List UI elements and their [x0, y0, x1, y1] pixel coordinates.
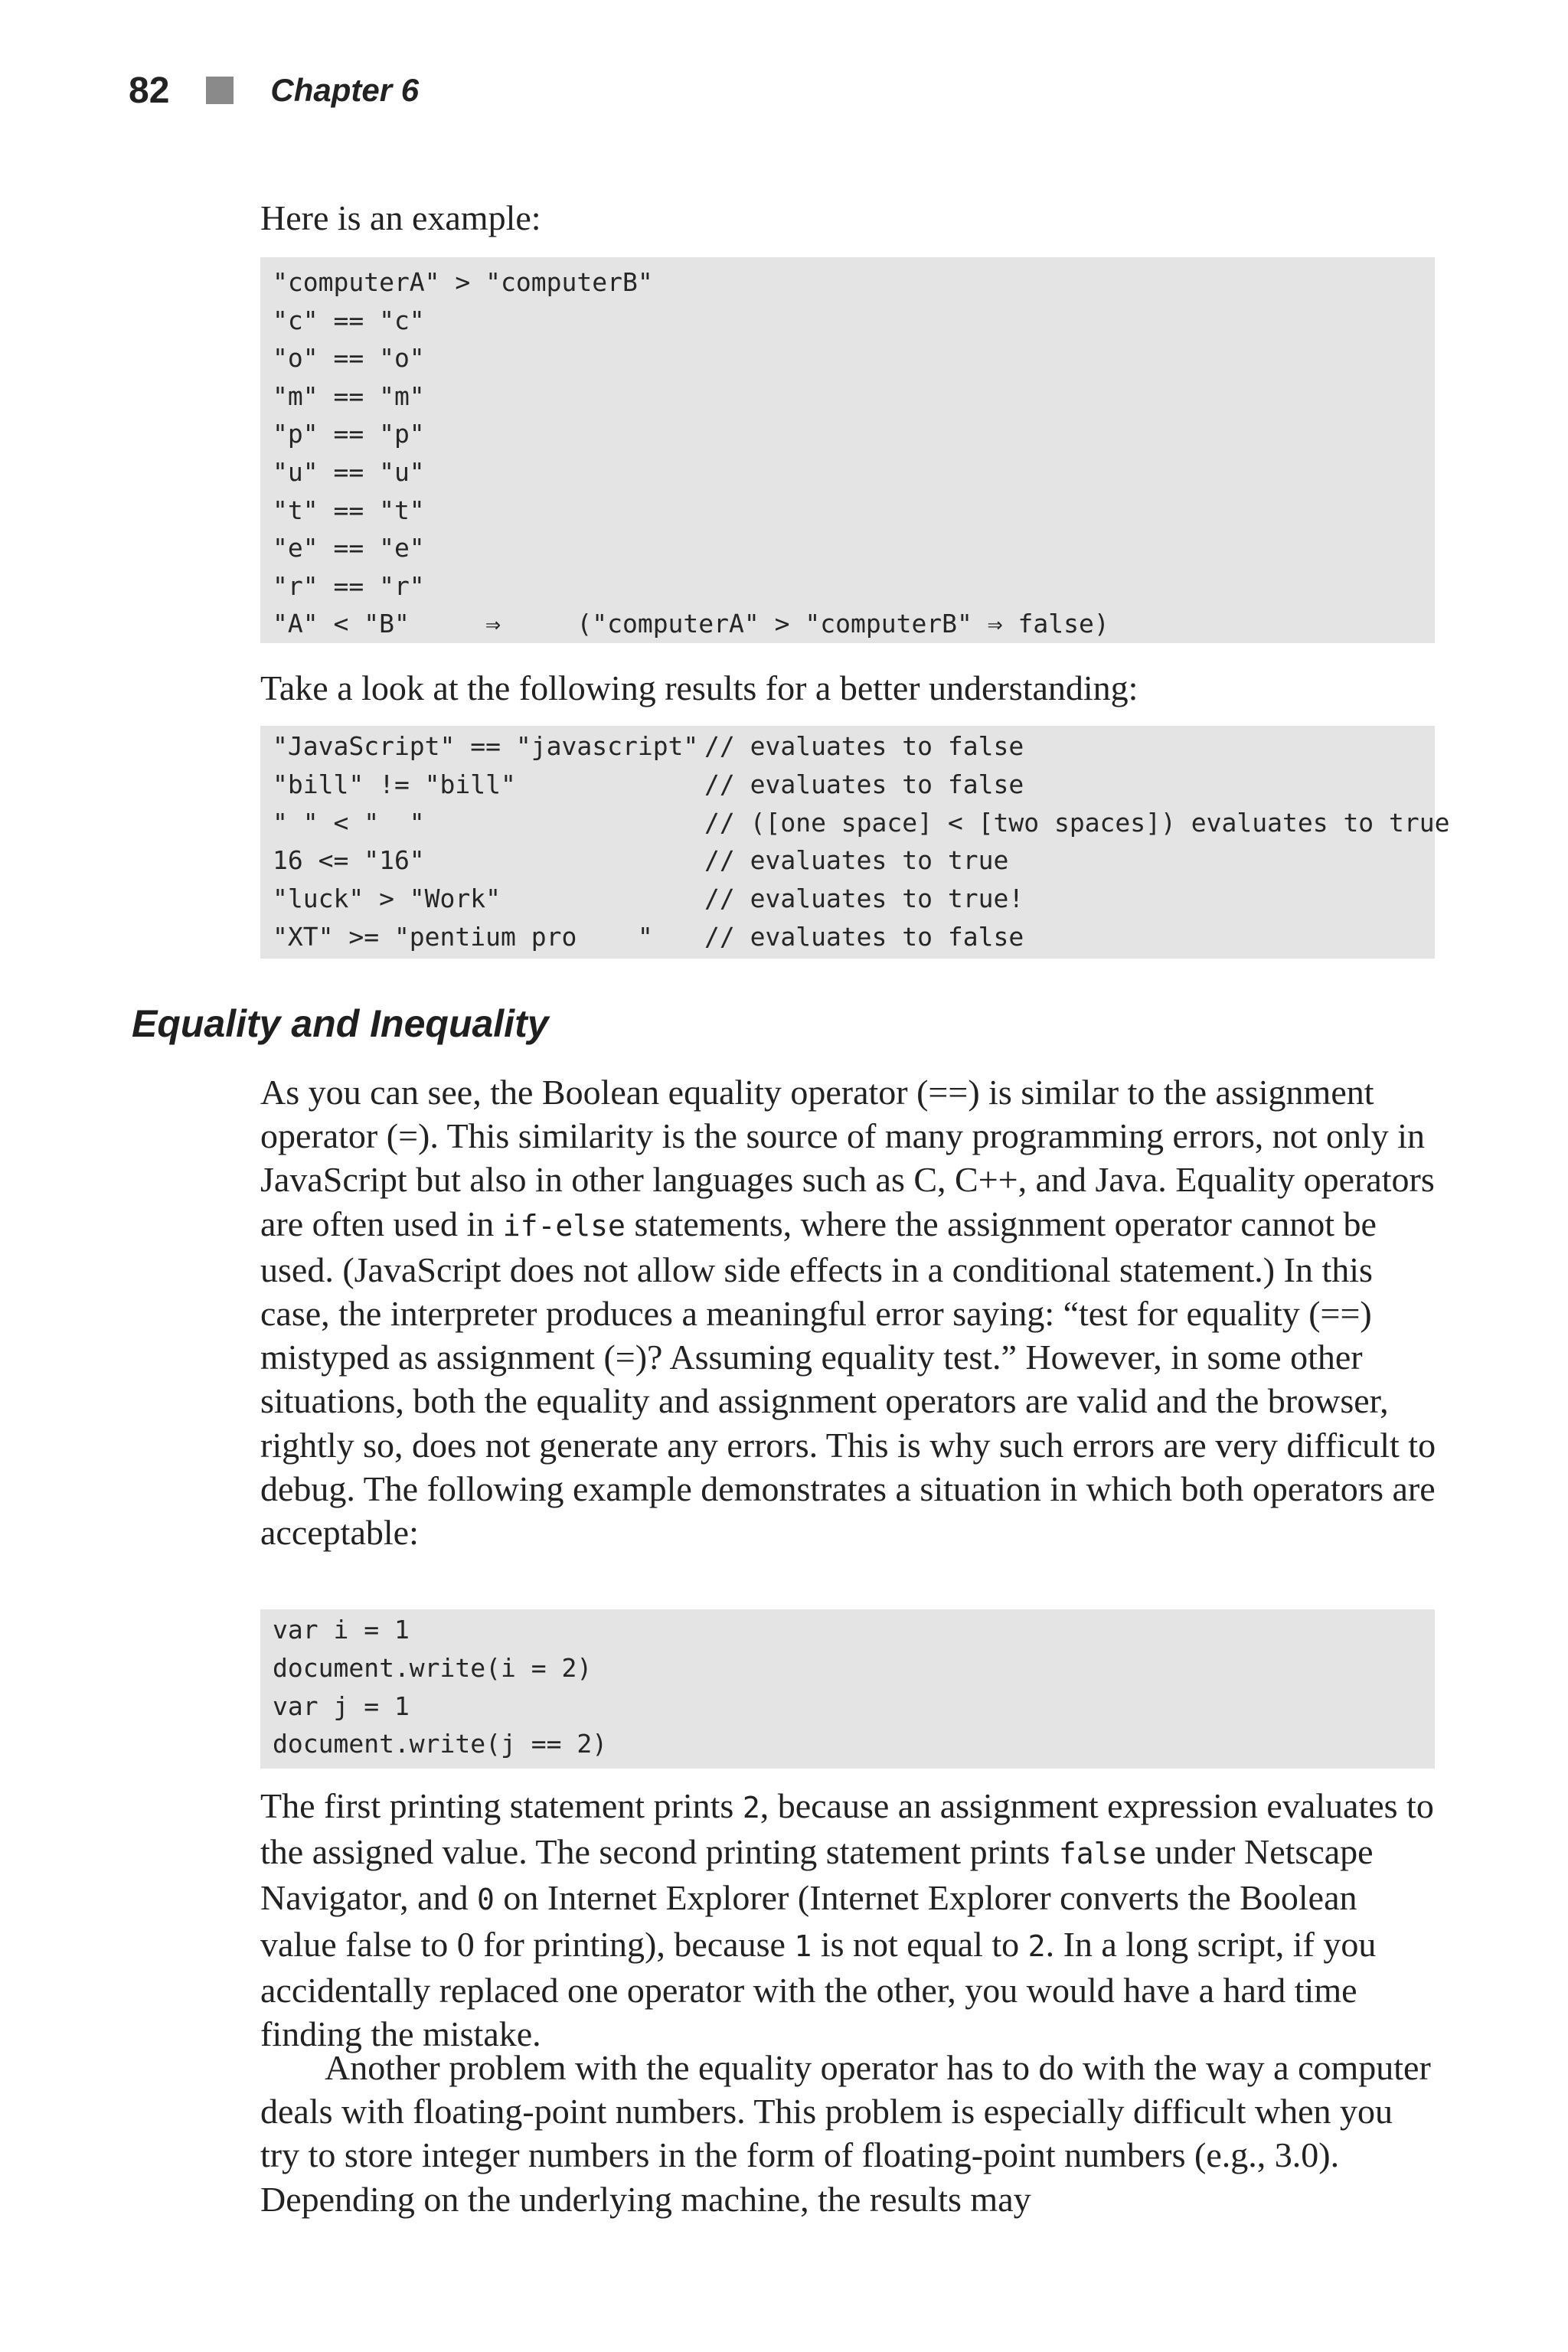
code-line: var j = 1	[273, 1690, 410, 1721]
code-comment: // evaluates to true	[704, 845, 1009, 876]
code-line: "c" == "c"	[273, 305, 425, 335]
code-expression: "XT" >= "pentium pro "	[273, 921, 653, 952]
code-expression: 16 <= "16"	[273, 845, 425, 876]
code-line: document.write(i = 2)	[273, 1652, 593, 1683]
code-line	[273, 880, 1423, 918]
chapter-label: Chapter 6	[270, 72, 420, 108]
paragraph-printing-explanation	[260, 1784, 1439, 2056]
paragraph-text: . In a long script, if you accidentally replaced one operator with the other, you would have a hard time finding the mistake.	[260, 1924, 1377, 2054]
section-heading: Equality and Inequality	[132, 1002, 549, 1045]
paragraph-text: , because an assignment expression evaluates to the assigned value. The second printing statement prints	[260, 1786, 1434, 1872]
paragraph-text: under Netscape Navigator, and	[260, 1832, 1374, 1918]
code-line: "computerA" > "computerB"	[273, 267, 653, 297]
inline-code: 1	[794, 1929, 812, 1963]
code-line: "o" == "o"	[273, 343, 425, 374]
code-line: "A" < "B" ⇒ ("computerA" > "computerB" ⇒ false)	[273, 609, 1109, 639]
code-line: document.write(j == 2)	[273, 1729, 608, 1759]
code-line	[273, 804, 1450, 842]
intro-example-text: Here is an example:	[260, 198, 541, 237]
paragraph-floating-point: Another problem with the equality operator has to do with the way a computer deals with floating-point numbers. This problem is especially difficult when you try to store integer numbers in the form of floating-point numbers (e.g., 3.0). Depending on the underlying machine, the results may	[260, 2048, 1431, 2219]
code-block-results	[260, 726, 1450, 959]
code-line: "r" == "r"	[273, 570, 425, 601]
code-line: "t" == "t"	[273, 495, 425, 525]
inline-code: false	[1058, 1837, 1147, 1871]
code-line	[273, 727, 1423, 766]
code-line: "e" == "e"	[273, 533, 425, 564]
code-line	[273, 766, 1423, 804]
paragraph-text: The first printing statement prints	[260, 1786, 743, 1825]
code-line: "m" == "m"	[273, 381, 425, 411]
code-line: var i = 1	[273, 1615, 410, 1645]
paragraph-equality-intro	[260, 1070, 1439, 1554]
code-expression: "luck" > "Work"	[273, 884, 501, 914]
running-header	[129, 67, 419, 113]
inline-code: 0	[477, 1883, 495, 1917]
paragraph-text: is not equal to	[812, 1924, 1028, 1964]
code-comment: // ([one space] < [two spaces]) evaluates to true	[704, 807, 1450, 838]
code-line: "p" == "p"	[273, 419, 425, 449]
code-line	[273, 918, 1423, 956]
code-comment: // evaluates to false	[704, 731, 1024, 761]
code-block-assignment-example	[260, 1609, 1435, 1769]
inline-code: if-else	[502, 1208, 626, 1243]
paragraph-text: statements, where the assignment operator cannot be used. (JavaScript does not allow side effects in a conditional statement.) In this case, the interpreter produces a meaningful error saying: “test for equality (==) mistyped as assignment (=)? Assuming equality test.” However, in some other situations, both the equality and assignment operators are valid and the browser, rightly so, does not generate any errors. This is why such errors are very difficult to debug. The following example demonstrates a situation in which both operators are acceptable:	[260, 1204, 1436, 1553]
paragraph-text: As you can see, the Boolean equality operator (==) is similar to the assignment operator (=). This similarity is the source of many programming errors, not only in JavaScript but also in other languages such as C, C++, and Java. Equality operators are often used in	[260, 1073, 1435, 1243]
code-expression: " " < " "	[273, 807, 425, 838]
inline-code: 2	[1027, 1929, 1046, 1963]
header-square-ornament	[206, 77, 234, 104]
code-comment: // evaluates to true!	[704, 884, 1024, 914]
inline-code: 2	[742, 1791, 760, 1824]
code-line: "u" == "u"	[273, 456, 425, 487]
code-comment: // evaluates to false	[704, 921, 1024, 952]
code-line	[273, 841, 1423, 880]
code-expression: "bill" != "bill"	[273, 769, 516, 799]
code-comment: // evaluates to false	[704, 769, 1024, 799]
code-expression: "JavaScript" == "javascript"	[273, 731, 699, 761]
page-number: 82	[129, 70, 170, 111]
code-block-string-comparison	[260, 257, 1435, 643]
paragraph-text: on Internet Explorer (Internet Explorer converts the Boolean value false to 0 for printing), because	[260, 1878, 1357, 1964]
intro-results-text: Take a look at the following results for a better understanding:	[260, 668, 1138, 707]
